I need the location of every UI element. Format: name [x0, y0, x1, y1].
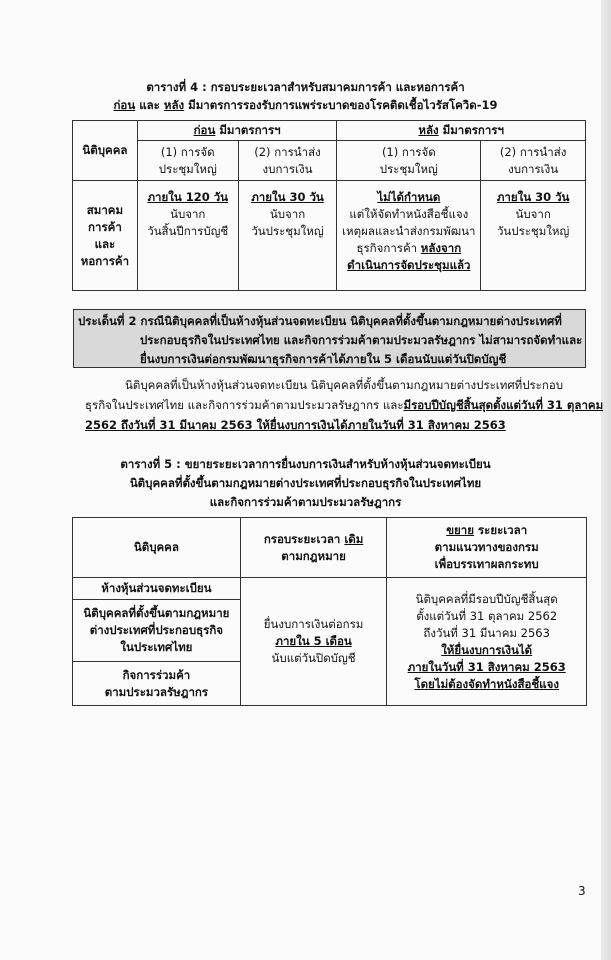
- deadline-text: ไม่ได้กำหนด: [377, 190, 441, 204]
- row-line: ต่างประเทศที่ประกอบธุรกิจ: [89, 623, 224, 637]
- cell-line-emphasis: ภายใน 5 เดือน: [275, 634, 352, 648]
- row-line: ในประเทศไทย: [120, 640, 193, 654]
- table5-header-original: [240, 518, 387, 578]
- table5-caption-line: และกิจการร่วมค้าตามประมวลรัษฎากร: [209, 495, 402, 509]
- cell-line: วันประชุมใหญ่: [496, 224, 570, 238]
- table4-sub-meeting-before: [137, 141, 238, 181]
- sub-label-line: งบการเงิน: [262, 161, 313, 176]
- issue2-line: ประกอบธุรกิจในประเทศไทย และกิจการร่วมค้าตามประมวลรัษฎากร ไม่สามารถจัดทำและ: [140, 333, 583, 347]
- caption-rest: มีมาตรการรองรับการแพร่ระบาดของโรคติดเชื้อไวรัสโควิด-19: [184, 98, 498, 112]
- header-before-rest: มีมาตรการฯ: [215, 123, 281, 137]
- paragraph-emphasis: มีรอบปีบัญชีสิ้นสุดตั้งแต่วันที่ 31 ตุลาคม: [403, 398, 604, 412]
- cell-line: วันประชุมใหญ่: [251, 224, 324, 238]
- cell-line-emphasis: ให้ยื่นงบการเงินได้: [441, 642, 533, 657]
- cell-text-emphasis: หลังจาก: [420, 241, 462, 255]
- cell-line: นิติบุคคลที่มีรอบปีบัญชีสิ้นสุด: [415, 591, 558, 606]
- sub-label-line: ประชุมใหญ่: [158, 161, 217, 176]
- header-text: กรอบระยะเวลา: [263, 531, 345, 546]
- cell-line: ยื่นงบการเงินต่อกรม: [263, 617, 364, 631]
- page-number: 3: [578, 884, 586, 898]
- table4-header-entity: นิติบุคคล: [73, 121, 138, 181]
- row-line: นิติบุคคลที่ตั้งขึ้นตามกฎหมาย: [83, 606, 230, 620]
- table4-sub-financial-before: [238, 141, 337, 181]
- caption-after-word: หลัง: [163, 98, 185, 112]
- table4-sub-meeting-after: [337, 141, 481, 181]
- table4-cell-meeting-before: [137, 181, 238, 291]
- entity-line: สมาคม: [86, 202, 124, 217]
- header-line: ตามแนวทางของกรม: [434, 540, 539, 554]
- cell-line: นับจาก: [170, 207, 206, 221]
- sub-label-line: ประชุมใหญ่: [379, 161, 438, 176]
- table4-caption: [0, 78, 611, 114]
- table5-caption: [0, 455, 611, 512]
- entity-line: การค้า: [88, 219, 122, 234]
- sub-label-line: (1) การจัด: [381, 144, 436, 159]
- paragraph-line: [85, 395, 604, 415]
- table5: [72, 517, 587, 706]
- table4-cell-financial-before: [238, 181, 337, 291]
- header-line: ตามกฎหมาย: [281, 548, 346, 563]
- cell-line: แต่ให้จัดทำหนังสือชี้แจง: [349, 207, 469, 221]
- header-after-rest: มีมาตรการฯ: [438, 123, 504, 137]
- paragraph-emphasis-line: 2562 ถึงวันที่ 31 มีนาคม 2563 ให้ยื่นงบการเงินได้ภายในวันที่ 31 สิงหาคม 2563: [85, 418, 506, 432]
- issue2-box: [73, 309, 586, 368]
- table5-row-foreign-entity: [73, 600, 241, 662]
- cell-line: ถึงวันที่ 31 มีนาคม 2563: [423, 625, 550, 640]
- header-before-underlined: ก่อน: [193, 123, 216, 137]
- paragraph-text: ธุรกิจในประเทศไทย และกิจการร่วมค้าตามประมวลรัษฎากร และ: [85, 398, 404, 412]
- header-after-underlined: หลัง: [418, 123, 439, 137]
- cell-line: วันสิ้นปีการบัญชี: [147, 224, 229, 238]
- caption-and-word: และ: [135, 98, 164, 112]
- table5-original-period: [240, 578, 387, 706]
- deadline-text: ภายใน 30 วัน: [496, 190, 570, 204]
- table5-caption-line: ตารางที่ 5 : ขยายระยะเวลาการยื่นงบการเงินสำหรับห้างหุ้นส่วนจดทะเบียน: [120, 457, 491, 471]
- header-underlined: ขยาย: [446, 523, 474, 537]
- cell-line: นับจาก: [269, 207, 306, 221]
- table4-cell-meeting-after: [337, 181, 481, 291]
- table4-header-after: [337, 121, 586, 141]
- caption-before-word: ก่อน: [113, 98, 136, 112]
- cell-line: นับแต่วันปิดบัญชี: [271, 651, 356, 665]
- sub-label-line: (1) การจัด: [160, 144, 215, 159]
- header-line: เพื่อบรรเทาผลกระทบ: [434, 557, 539, 571]
- header-underlined: เดิม: [344, 531, 364, 546]
- sub-label-line: (2) การนำส่ง: [254, 144, 321, 159]
- cell-text: ธุรกิจการค้า: [356, 241, 421, 255]
- header-text: ระยะเวลา: [473, 523, 528, 537]
- entity-line: หอการค้า: [80, 253, 130, 268]
- sub-label-line: (2) การนำส่ง: [499, 144, 567, 159]
- row-line: กิจการร่วมค้า: [122, 667, 191, 682]
- paragraph-line: นิติบุคคลที่เป็นห้างหุ้นส่วนจดทะเบียน นิติบุคคลที่ตั้งขึ้นตามกฎหมายต่างประเทศที่ประกอบ: [125, 378, 564, 392]
- cell-line: นับจาก: [515, 207, 551, 221]
- table4-cell-financial-after: [481, 181, 586, 291]
- cell-line-emphasis: ดำเนินการจัดประชุมแล้ว: [347, 258, 471, 272]
- table4-caption-line1: ตารางที่ 4 : กรอบระยะเวลาสำหรับสมาคมการค้า และหอการค้า: [146, 80, 465, 94]
- header-line: [387, 522, 586, 539]
- table5-row-partnership: ห้างหุ้นส่วนจดทะเบียน: [73, 578, 241, 600]
- deadline-text: ภายใน 30 วัน: [251, 190, 324, 204]
- table5-header-extended: [387, 518, 587, 578]
- cell-line-emphasis: ภายในวันที่ 31 สิงหาคม 2563: [407, 659, 566, 674]
- table5-row-joint-venture: [73, 662, 241, 706]
- deadline-text: ภายใน 120 วัน: [147, 190, 229, 204]
- table4-entity-name: [73, 181, 138, 291]
- cell-line: ตั้งแต่วันที่ 31 ตุลาคม 2562: [416, 608, 558, 623]
- row-line: ตามประมวลรัษฎากร: [104, 684, 209, 699]
- header-line: [241, 531, 387, 548]
- issue2-line: ยื่นงบการเงินต่อกรมพัฒนาธุรกิจการค้าได้ภายใน 5 เดือนนับแต่วันปิดบัญชี: [140, 352, 507, 366]
- cell-line: เหตุผลและนำส่งกรมพัฒนา: [342, 224, 476, 238]
- sub-label-line: งบการเงิน: [508, 161, 559, 176]
- table5-header-entity: นิติบุคคล: [73, 518, 241, 578]
- table4-caption-line2: [0, 96, 611, 114]
- table4-header-before: [137, 121, 337, 141]
- body-paragraph: [85, 375, 604, 435]
- entity-line: และ: [94, 236, 116, 251]
- table4: [72, 120, 586, 291]
- issue2-line: ประเด็นที่ 2 กรณีนิติบุคคลที่เป็นห้างหุ้นส่วนจดทะเบียน นิติบุคคลที่ตั้งขึ้นตามกฎหมายต่างประเทศที่: [78, 314, 562, 328]
- table5-extended-period: [387, 578, 587, 706]
- cell-line-emphasis: โดยไม่ต้องจัดทำหนังสือชี้แจง: [414, 676, 559, 691]
- cell-line: [337, 240, 480, 257]
- table4-sub-financial-after: [481, 141, 586, 181]
- table5-caption-line: นิติบุคคลที่ตั้งขึ้นตามกฎหมายต่างประเทศที่ประกอบธุรกิจในประเทศไทย: [129, 476, 482, 490]
